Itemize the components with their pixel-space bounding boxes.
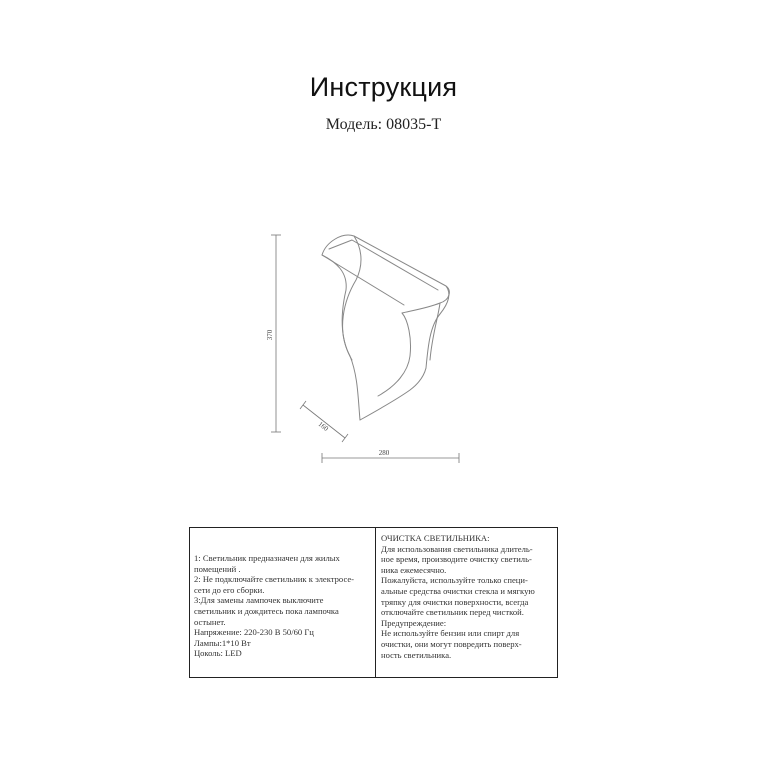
socket-spec: Цоколь: LED	[194, 648, 242, 659]
info-line: 2: Не подключайте светильник к электросе-	[194, 574, 355, 585]
lamp-outline	[322, 235, 449, 420]
warning-heading: Предупреждение:	[381, 617, 447, 628]
cleaning-line: Для использования светильника длитель-	[381, 543, 533, 554]
instruction-table	[189, 527, 558, 678]
depth-label: 160	[316, 420, 330, 433]
cleaning-heading: ОЧИСТКА СВЕТИЛЬНИКА:	[381, 533, 490, 543]
cleaning-line: альные средства очистки стекла и мягкую	[381, 585, 535, 596]
width-dimension	[322, 453, 459, 463]
warning-line: очистки, они могут повредить поверх-	[381, 638, 522, 649]
cleaning-line: Пожалуйста, используйте только специ-	[381, 575, 528, 586]
voltage-spec: Напряжение: 220-230 В 50/60 Гц	[194, 627, 314, 638]
document-title: Инструкция	[309, 72, 458, 102]
info-line: 3:Для замены лампочек выключите	[194, 595, 324, 606]
general-info-column	[190, 528, 376, 677]
info-line: остынет.	[194, 616, 226, 627]
cleaning-line: ника ежемесячно.	[381, 564, 447, 575]
cleaning-line: отключайте светильник перед чисткой.	[381, 607, 524, 618]
warning-line: ность светильника.	[381, 649, 452, 660]
warning-line: Не используйте бензин или спирт для	[381, 628, 520, 639]
lamps-spec: Лампы:1*10 Вт	[194, 637, 251, 648]
info-line: помещений .	[194, 563, 241, 574]
info-line: светильник и дождитесь пока лампочка	[194, 605, 339, 616]
height-label: 370	[266, 329, 274, 341]
cleaning-column	[376, 528, 557, 677]
info-line: сети до его сборки.	[194, 584, 265, 595]
cleaning-line: ное время, производите очистку светиль-	[381, 554, 532, 565]
info-line: 1: Светильник предназначен для жилых	[194, 553, 340, 563]
model-number: Модель: 08035-T	[325, 116, 442, 133]
cleaning-line: тряпку для очистки поверхности, всегда	[381, 596, 529, 607]
width-label: 280	[378, 449, 390, 457]
